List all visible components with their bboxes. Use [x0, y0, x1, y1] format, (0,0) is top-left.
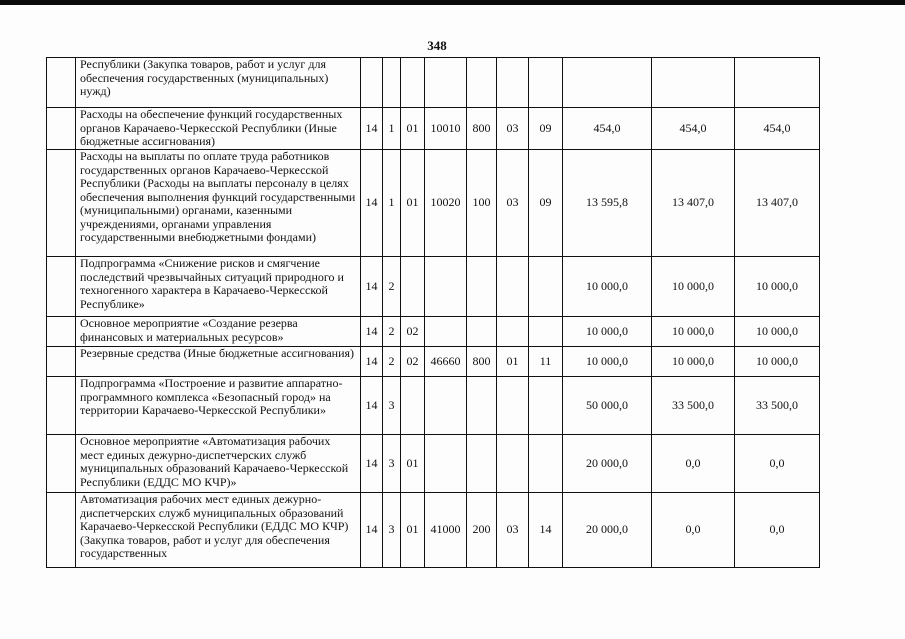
empty-cell — [47, 58, 76, 108]
budget-table — [46, 57, 820, 568]
table-row — [47, 317, 820, 347]
code-cell: 2 — [383, 257, 401, 317]
amount-cell: 0,0 — [652, 493, 735, 568]
code-cell: 1 — [383, 150, 401, 257]
amount-cell: 10 000,0 — [652, 317, 735, 347]
code-cell — [497, 377, 529, 435]
code-cell: 01 — [401, 150, 425, 257]
code-cell — [497, 58, 529, 108]
code-cell — [497, 257, 529, 317]
code-cell: 03 — [497, 108, 529, 150]
amount-cell: 33 500,0 — [735, 377, 820, 435]
code-cell — [401, 257, 425, 317]
code-cell — [401, 58, 425, 108]
table-row — [47, 108, 820, 150]
amount-cell — [563, 58, 652, 108]
code-cell: 14 — [529, 493, 563, 568]
row-name: Автоматизация рабочих мест единых дежурно-диспетчерских служб муниципальных образований Карачаево-Черкесской Республики (ЕДДС МО КЧР) (Закупка товаров, работ и услуг для обеспечения государственных — [76, 493, 361, 568]
code-cell: 2 — [383, 317, 401, 347]
empty-cell — [47, 108, 76, 150]
code-cell — [467, 317, 497, 347]
code-cell: 02 — [401, 317, 425, 347]
table-row — [47, 150, 820, 257]
code-cell: 14 — [361, 435, 383, 493]
amount-cell: 10 000,0 — [563, 257, 652, 317]
code-cell: 14 — [361, 257, 383, 317]
code-cell — [497, 435, 529, 493]
code-cell: 14 — [361, 108, 383, 150]
scan-top-edge — [0, 0, 905, 5]
code-cell: 2 — [383, 347, 401, 377]
code-cell: 14 — [361, 347, 383, 377]
code-cell — [401, 377, 425, 435]
row-name: Подпрограмма «Построение и развитие аппаратно-программного комплекса «Безопасный город» на территории Карачаево-Черкесской Республики» — [76, 377, 361, 435]
code-cell: 01 — [401, 493, 425, 568]
code-cell: 10010 — [425, 108, 467, 150]
code-cell: 3 — [383, 493, 401, 568]
code-cell: 10020 — [425, 150, 467, 257]
empty-cell — [47, 377, 76, 435]
empty-cell — [47, 347, 76, 377]
code-cell — [529, 257, 563, 317]
code-cell — [529, 317, 563, 347]
code-cell — [467, 257, 497, 317]
amount-cell: 10 000,0 — [563, 317, 652, 347]
row-name: Основное мероприятие «Создание резерва финансовых и материальных ресурсов» — [76, 317, 361, 347]
code-cell: 41000 — [425, 493, 467, 568]
code-cell — [497, 317, 529, 347]
code-cell: 09 — [529, 150, 563, 257]
code-cell — [529, 377, 563, 435]
empty-cell — [47, 150, 76, 257]
row-name: Республики (Закупка товаров, работ и услуг для обеспечения государственных (муниципальных) нужд) — [76, 58, 361, 108]
empty-cell — [47, 493, 76, 568]
empty-cell — [47, 317, 76, 347]
code-cell — [425, 58, 467, 108]
code-cell — [529, 435, 563, 493]
amount-cell: 10 000,0 — [735, 347, 820, 377]
code-cell — [361, 58, 383, 108]
amount-cell: 13 595,8 — [563, 150, 652, 257]
code-cell: 1 — [383, 108, 401, 150]
code-cell — [425, 377, 467, 435]
code-cell — [467, 58, 497, 108]
row-name: Подпрограмма «Снижение рисков и смягчение последствий чрезвычайных ситуаций природного и техногенного характера в Карачаево-Черкесской Республике» — [76, 257, 361, 317]
table-row — [47, 347, 820, 377]
code-cell: 01 — [401, 435, 425, 493]
amount-cell: 33 500,0 — [652, 377, 735, 435]
code-cell — [529, 58, 563, 108]
row-name: Резервные средства (Иные бюджетные ассигнования) — [76, 347, 361, 377]
code-cell: 09 — [529, 108, 563, 150]
amount-cell: 13 407,0 — [735, 150, 820, 257]
empty-cell — [47, 435, 76, 493]
amount-cell: 454,0 — [652, 108, 735, 150]
amount-cell: 13 407,0 — [652, 150, 735, 257]
amount-cell: 20 000,0 — [563, 435, 652, 493]
code-cell: 01 — [401, 108, 425, 150]
amount-cell: 454,0 — [735, 108, 820, 150]
amount-cell: 50 000,0 — [563, 377, 652, 435]
code-cell: 01 — [497, 347, 529, 377]
code-cell: 03 — [497, 493, 529, 568]
amount-cell: 20 000,0 — [563, 493, 652, 568]
code-cell: 14 — [361, 377, 383, 435]
code-cell — [425, 317, 467, 347]
code-cell: 100 — [467, 150, 497, 257]
amount-cell: 0,0 — [652, 435, 735, 493]
empty-cell — [47, 257, 76, 317]
row-name: Расходы на выплаты по оплате труда работников государственных органов Карачаево-Черкесской Республики (Расходы на выплаты персоналу в целях обеспечения выполнения функций государственными (муниципальными) органами, казенными учреждениями, органами управления государственными внебюджетными фондами) — [76, 150, 361, 257]
amount-cell: 0,0 — [735, 435, 820, 493]
code-cell: 800 — [467, 347, 497, 377]
code-cell — [383, 58, 401, 108]
code-cell: 800 — [467, 108, 497, 150]
code-cell — [467, 435, 497, 493]
amount-cell: 10 000,0 — [652, 347, 735, 377]
code-cell — [425, 435, 467, 493]
amount-cell: 10 000,0 — [735, 257, 820, 317]
amount-cell: 10 000,0 — [652, 257, 735, 317]
code-cell: 11 — [529, 347, 563, 377]
code-cell: 14 — [361, 493, 383, 568]
table-row — [47, 58, 820, 108]
code-cell: 3 — [383, 377, 401, 435]
amount-cell: 0,0 — [735, 493, 820, 568]
amount-cell: 10 000,0 — [735, 317, 820, 347]
code-cell: 03 — [497, 150, 529, 257]
code-cell: 3 — [383, 435, 401, 493]
page-number: 348 — [427, 38, 447, 53]
code-cell — [425, 257, 467, 317]
code-cell — [467, 377, 497, 435]
code-cell: 14 — [361, 150, 383, 257]
row-name: Расходы на обеспечение функций государственных органов Карачаево-Черкесской Республики (Иные бюджетные ассигнования) — [76, 108, 361, 150]
amount-cell: 454,0 — [563, 108, 652, 150]
amount-cell — [652, 58, 735, 108]
row-name: Основное мероприятие «Автоматизация рабочих мест единых дежурно-диспетчерских служб муниципальных образований Карачаево-Черкесской Республики (ЕДДС МО КЧР)» — [76, 435, 361, 493]
table-row — [47, 377, 820, 435]
code-cell: 46660 — [425, 347, 467, 377]
table-row — [47, 257, 820, 317]
amount-cell — [735, 58, 820, 108]
code-cell: 200 — [467, 493, 497, 568]
table-row — [47, 435, 820, 493]
table-row — [47, 493, 820, 568]
code-cell: 14 — [361, 317, 383, 347]
code-cell: 02 — [401, 347, 425, 377]
amount-cell: 10 000,0 — [563, 347, 652, 377]
